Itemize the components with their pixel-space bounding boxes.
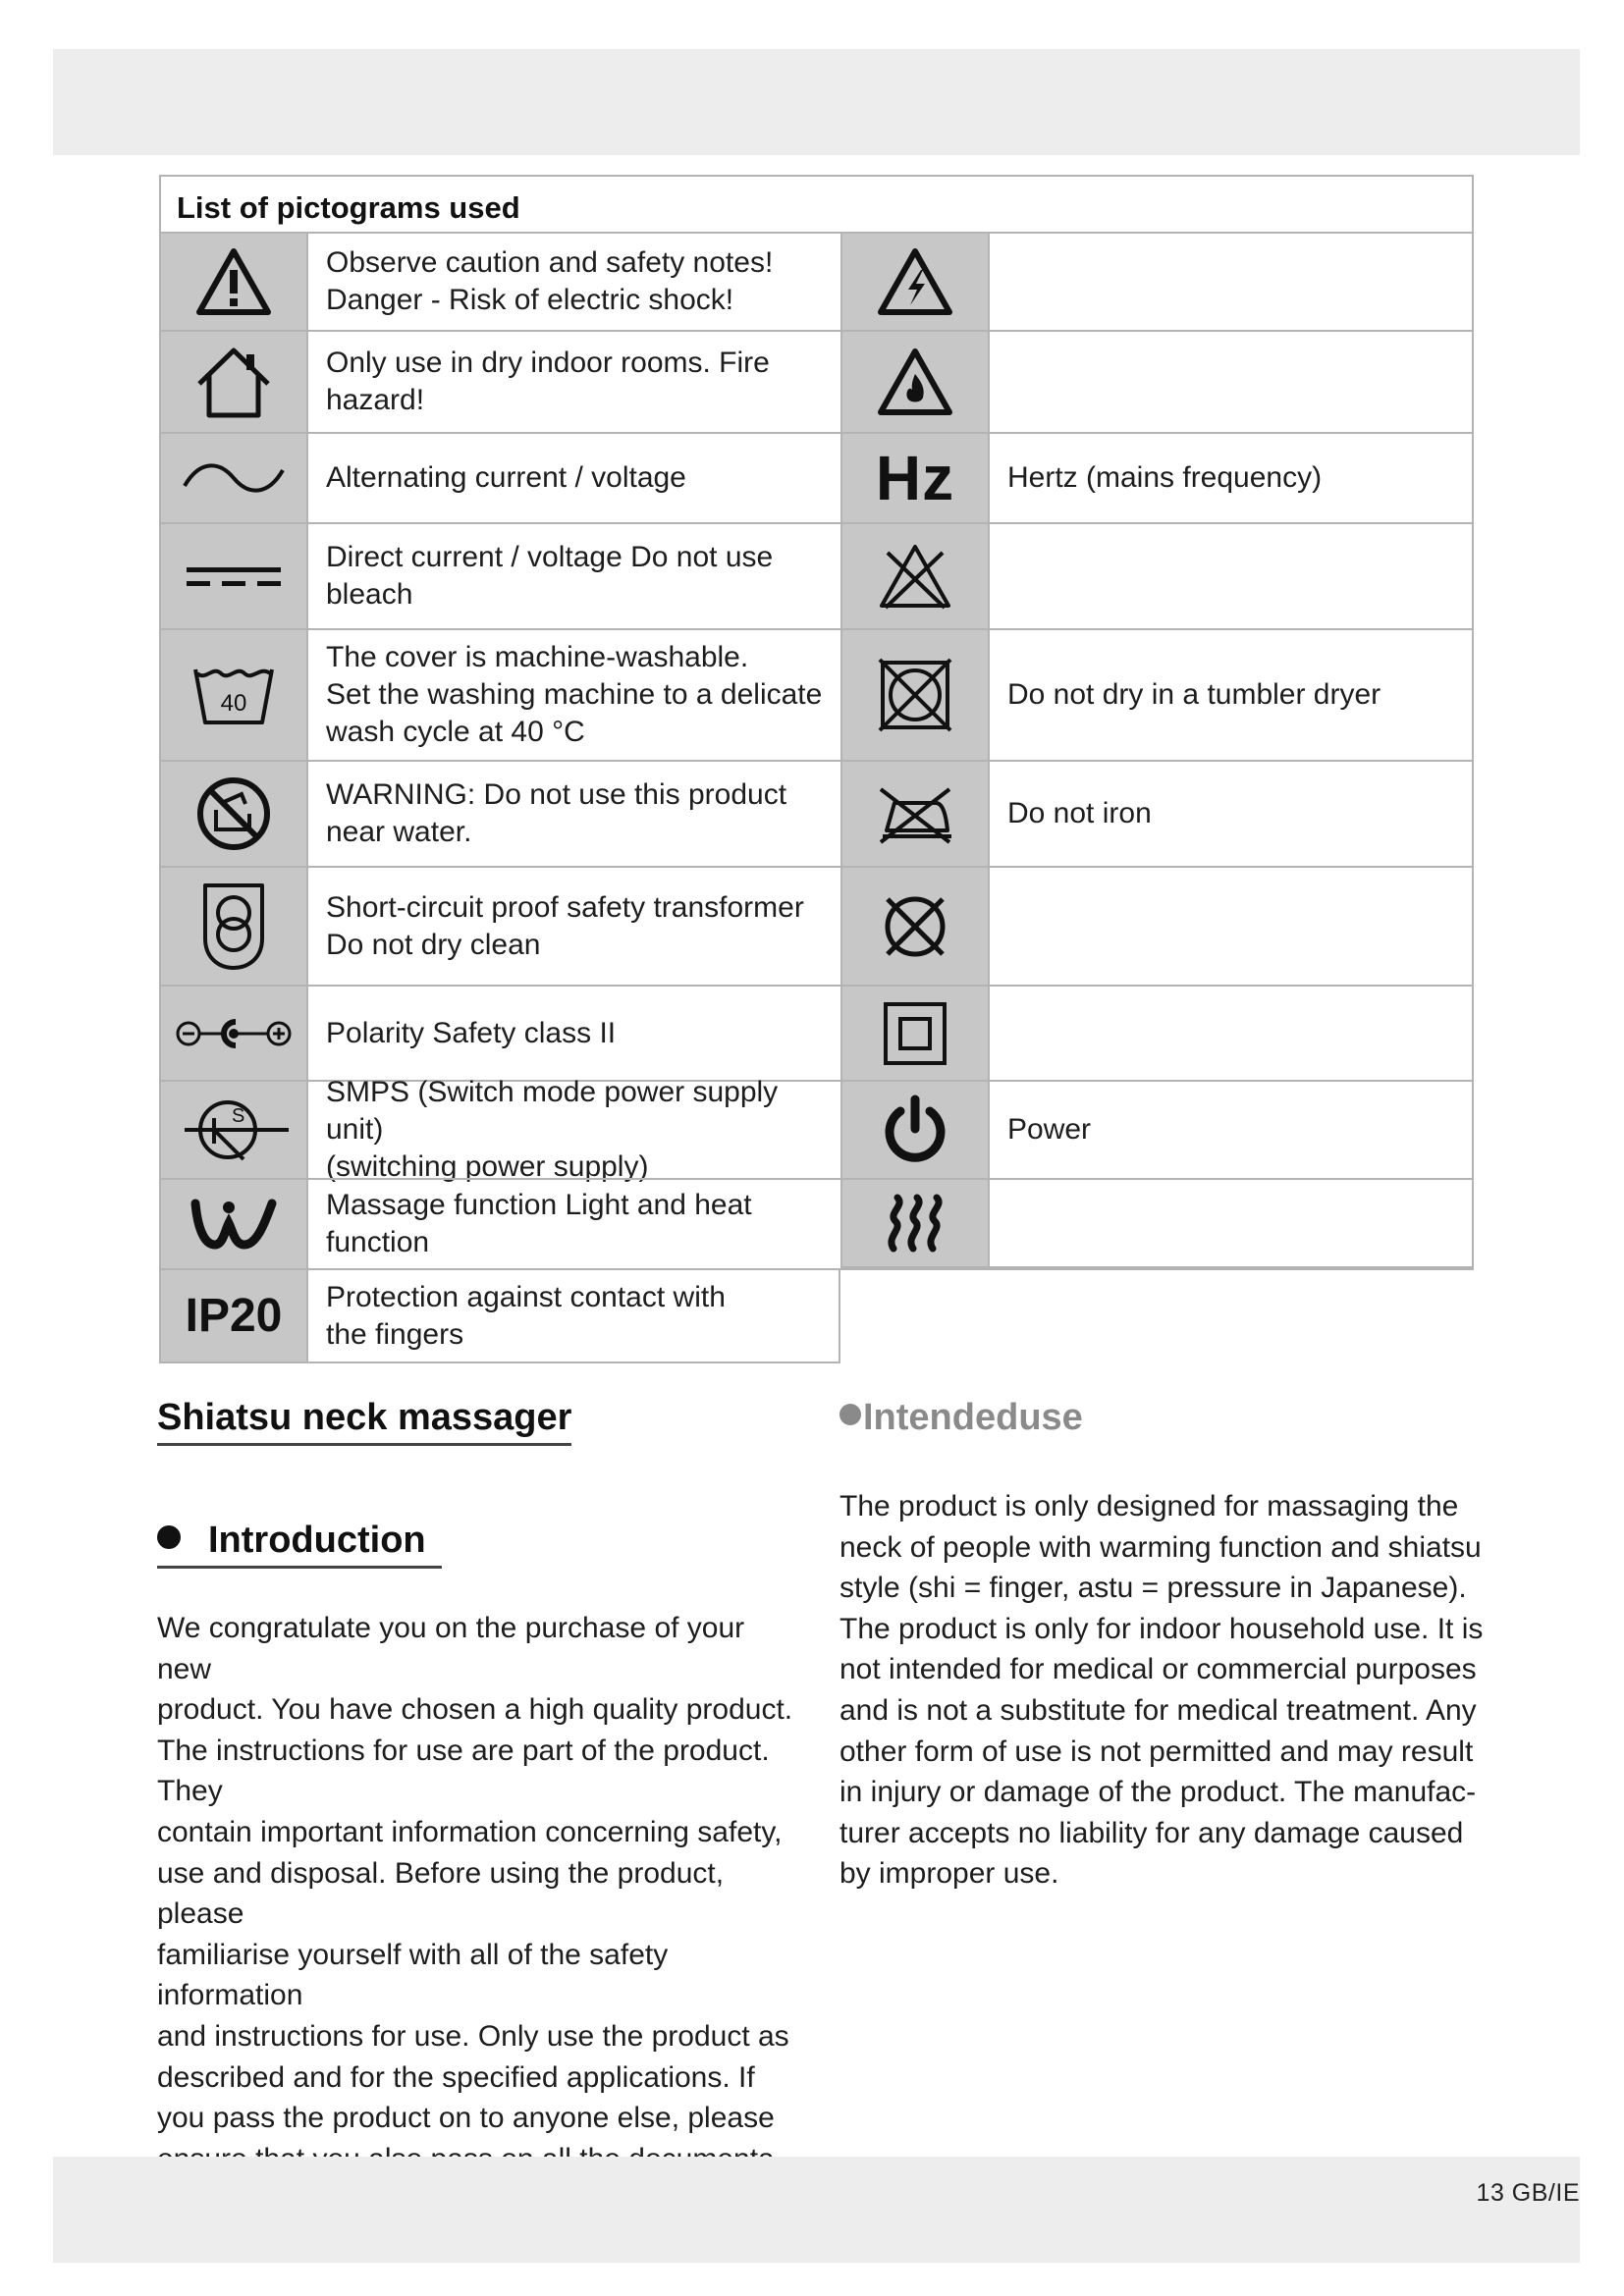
pictogram-description: SMPS (Switch mode power supply unit) (switching power supply) [326, 1076, 779, 1183]
pictogram-description: Protection against contact with the fingers [326, 1280, 726, 1351]
introduction-heading [157, 1519, 442, 1569]
table-caption: List of pictograms used [159, 175, 1474, 232]
no-tumble-dry-icon [840, 630, 988, 760]
pictogram-table [159, 175, 1474, 1363]
table-row [159, 330, 1474, 432]
safety-class-2-icon [840, 987, 988, 1080]
pictogram-description: Alternating current / voltage [326, 461, 686, 494]
pictogram-description: Observe caution and safety notes! Danger - Risk of electric shock! [326, 246, 774, 316]
ip20-label: IP20 [185, 1290, 283, 1342]
heat-icon [840, 1180, 988, 1268]
electric-shock-triangle-icon [840, 234, 988, 330]
massage-icon [159, 1180, 306, 1268]
intended-use-heading [839, 1396, 1083, 1439]
hertz-label: Hz [875, 443, 955, 513]
pictogram-description: Hertz (mains frequency) [1007, 461, 1323, 494]
table-row [159, 866, 1474, 985]
pictogram-description: WARNING: Do not use this product near water. [326, 778, 787, 848]
table-row [159, 522, 1474, 628]
alternating-current-icon [159, 434, 306, 522]
pictogram-description: Only use in dry indoor rooms. Fire hazard! [326, 347, 770, 416]
bullet-icon [839, 1404, 861, 1425]
pictogram-description: Power [1007, 1113, 1092, 1146]
footer-band [53, 2157, 1580, 2263]
intended-use-heading-text: Intendeduse [863, 1397, 1083, 1438]
introduction-heading-text: Introduction [208, 1520, 426, 1561]
svg-text:40: 40 [220, 690, 247, 717]
pictogram-description: Do not iron [1007, 797, 1152, 829]
table-row [159, 1076, 1474, 1183]
page-number: 13 GB/IE [1476, 2179, 1580, 2207]
svg-text:S: S [232, 1105, 245, 1127]
table-row [159, 1268, 1474, 1363]
no-bleach-icon [840, 524, 988, 628]
fire-hazard-triangle-icon [840, 332, 988, 432]
caution-triangle-icon [159, 234, 306, 330]
direct-current-icon [159, 524, 306, 628]
pictogram-description: The cover is machine-washable. Set the washing machine to a delicate wash cycle at 40 °C [326, 641, 823, 748]
pictogram-description: Polarity Safety class II [326, 1016, 617, 1049]
table-row [159, 985, 1474, 1080]
hertz-icon [840, 434, 988, 522]
table-row [159, 628, 1474, 760]
pictogram-description: Massage function Light and heat function [326, 1189, 752, 1258]
table-row [159, 432, 1474, 522]
table-row [159, 1178, 1474, 1268]
introduction-text: We congratulate you on the purchase of your new product. You have chosen a high quality product. The instructions for use are part of the product. They contain important information concerning safety, use and disposal. Before using the product, please familiarise yourself with all of the safety information and instructions for use. Only use the product as described and for the specified applications. If you pass the product on to anyone else, please [157, 1612, 793, 2135]
safety-transformer-icon [159, 868, 306, 985]
wash-40-icon [159, 630, 306, 760]
polarity-icon [159, 987, 306, 1080]
no-dry-clean-icon [840, 868, 988, 985]
intended-use-text: The product is only designed for massaging the neck of people with warming function and shiatsu style (shi = finger, astu = pressure in Japanese). The product is only for indoor household use. It is not intended for medical or commercial purposes and is not a substitute for medical treatment. Any other form of use is not permitted and may result in injury or damage of the product. The manufac- turer accepts no liability for any damage caused by improper use. [839, 1490, 1484, 1891]
product-title: Shiatsu neck massager [157, 1396, 571, 1446]
table-row [159, 760, 1474, 866]
pictogram-description: Direct current / voltage Do not use bleach [326, 541, 774, 611]
ip20-icon [159, 1270, 306, 1363]
smps-icon [159, 1082, 306, 1178]
bullet-icon [157, 1525, 181, 1549]
pictogram-description: Do not dry in a tumbler dryer [1007, 678, 1381, 711]
no-iron-icon [840, 762, 988, 866]
no-water-icon [159, 762, 306, 866]
header-band [53, 49, 1580, 155]
pictogram-description: Short-circuit proof safety transformer Do not dry clean [326, 890, 804, 961]
house-icon [159, 332, 306, 432]
power-icon [840, 1082, 988, 1178]
table-row [159, 232, 1474, 330]
